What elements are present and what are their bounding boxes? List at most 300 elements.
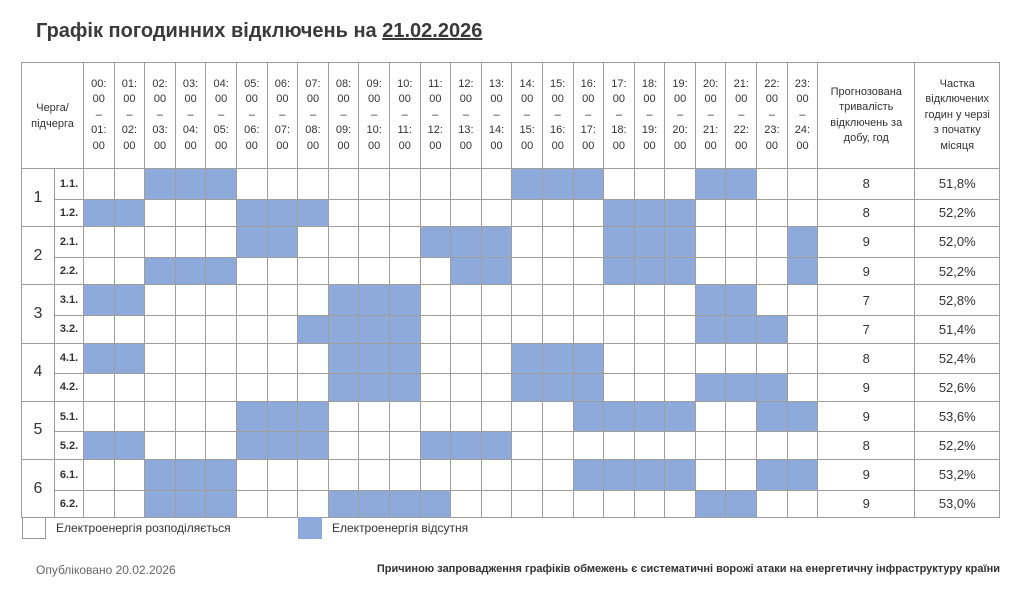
share-value: 53,0% (915, 490, 1000, 518)
hour-cell-outage (695, 315, 726, 343)
hour-header-part: 00 (153, 93, 167, 106)
duration-value: 9 (818, 490, 915, 518)
hour-header (512, 63, 543, 169)
share-value: 52,4% (915, 343, 1000, 374)
hour-header-part: 22: (733, 124, 749, 137)
share-value: 51,4% (915, 315, 1000, 343)
hour-cell-power (236, 490, 267, 518)
hour-cell-power (695, 343, 726, 374)
hour-header-part: 23: (794, 77, 811, 90)
hour-cell-outage (726, 374, 757, 402)
hour-cell-outage (634, 401, 665, 432)
table-row (22, 199, 1000, 227)
hour-header-part: 21: (703, 124, 719, 137)
hour-header-part: 19: (641, 124, 658, 137)
hour-cell-outage (695, 490, 726, 518)
hour-cell-power (298, 227, 329, 258)
hour-header (542, 63, 573, 169)
hour-cell-outage (573, 343, 604, 374)
hour-cell-power (634, 343, 665, 374)
duration-value: 8 (818, 432, 915, 460)
duration-header-line: добу, год (843, 132, 889, 144)
published-date: Опубліковано 20.02.2026 (36, 563, 176, 577)
hour-header-part: – (95, 108, 102, 121)
hour-cell-power (420, 199, 451, 227)
hour-cell-outage (114, 343, 145, 374)
hour-cell-power (787, 169, 818, 200)
hour-header-part: 22: (764, 77, 780, 90)
hour-cell-power (451, 343, 482, 374)
hour-cell-power (175, 199, 206, 227)
hour-header-part: 00 (765, 139, 778, 152)
hour-cell-power (359, 169, 390, 200)
hour-cell-power (604, 490, 635, 518)
hour-cell-power (481, 285, 512, 316)
hour-header-part: 05: (244, 77, 260, 90)
hour-cell-outage (726, 315, 757, 343)
footer-reason: Причиною запровадження графіків обмежень є систематичні ворожі атаки на енергетичну інфраструктуру країни (376, 563, 1000, 575)
hour-cell-power (328, 227, 359, 258)
hour-cell-power (726, 227, 757, 258)
hour-header-part: 00 (673, 139, 687, 152)
hour-cell-outage (451, 432, 482, 460)
hour-cell-power (84, 169, 115, 200)
hour-cell-outage (542, 374, 573, 402)
hour-cell-power (420, 459, 451, 490)
hour-header-part: 12: (427, 124, 443, 137)
hour-cell-outage (787, 459, 818, 490)
hour-cell-outage (573, 459, 604, 490)
hour-header-part: 00 (765, 93, 778, 106)
hour-header-part: 00 (123, 139, 136, 152)
hour-cell-outage (298, 401, 329, 432)
hour-cell-power (542, 490, 573, 518)
hour-header-part: 00 (582, 93, 595, 106)
hour-header-part: – (493, 108, 500, 121)
table-row (22, 315, 1000, 343)
share-header (915, 63, 1000, 169)
table-row (22, 374, 1000, 402)
hour-header (634, 63, 665, 169)
hour-header-part: 06: (244, 124, 260, 137)
hour-header-part: – (126, 108, 133, 121)
duration-value: 7 (818, 285, 915, 316)
hour-cell-outage (298, 199, 329, 227)
hour-header-part: 09: (366, 77, 382, 90)
hour-header-part: – (768, 108, 775, 121)
hour-cell-outage (298, 432, 329, 460)
hour-cell-power (481, 343, 512, 374)
hour-cell-outage (573, 374, 604, 402)
hour-cell-power (634, 374, 665, 402)
hour-header (298, 63, 329, 169)
hour-cell-power (145, 343, 176, 374)
hour-header-part: 00 (643, 139, 656, 152)
hour-header (481, 63, 512, 169)
hour-header-part: – (462, 108, 469, 121)
hour-cell-outage (328, 374, 359, 402)
hour-cell-outage (84, 199, 115, 227)
hour-cell-power (359, 257, 390, 285)
hour-cell-power (175, 285, 206, 316)
duration-value: 8 (818, 343, 915, 374)
hour-header-part: 00 (123, 93, 136, 106)
hour-header (573, 63, 604, 169)
hour-cell-power (665, 374, 696, 402)
hour-cell-power (481, 490, 512, 518)
share-header-line: Частка (939, 77, 975, 90)
hour-cell-power (206, 227, 237, 258)
hour-header-part: 00 (215, 139, 228, 152)
hour-cell-outage (451, 227, 482, 258)
hour-cell-power (665, 343, 696, 374)
queue-number: 2 (22, 227, 55, 285)
hour-cell-outage (512, 374, 543, 402)
hour-header-part: 00 (796, 93, 809, 106)
hour-header-part: 00 (92, 93, 105, 106)
hour-cell-outage (145, 257, 176, 285)
hour-cell-outage (634, 227, 665, 258)
hour-cell-outage (236, 199, 267, 227)
hour-cell-outage (206, 257, 237, 285)
hour-cell-power (114, 315, 145, 343)
table-row (22, 169, 1000, 200)
hour-cell-power (512, 227, 543, 258)
hour-header (359, 63, 390, 169)
hour-cell-outage (175, 257, 206, 285)
hour-cell-outage (267, 401, 298, 432)
hour-cell-power (84, 490, 115, 518)
hour-cell-power (634, 432, 665, 460)
hour-cell-outage (114, 199, 145, 227)
hour-cell-power (328, 257, 359, 285)
hour-cell-power (359, 199, 390, 227)
hour-header-part: 00 (368, 139, 381, 152)
hour-cell-power (512, 257, 543, 285)
hour-cell-power (695, 227, 726, 258)
hour-cell-power (236, 315, 267, 343)
hour-cell-power (145, 199, 176, 227)
hour-header-part: 00 (306, 139, 320, 152)
hour-cell-outage (328, 343, 359, 374)
hour-header-part: – (738, 108, 745, 121)
duration-value: 9 (818, 257, 915, 285)
hour-header-part: 16: (550, 124, 566, 137)
hour-cell-outage (328, 285, 359, 316)
hour-cell-power (787, 315, 818, 343)
subqueue-label: 3.1. (55, 285, 84, 316)
hour-header-part: 00 (704, 93, 717, 106)
hour-header-part: 14: (519, 77, 535, 90)
hour-cell-power (512, 199, 543, 227)
hour-cell-power (175, 227, 206, 258)
hour-cell-outage (481, 432, 512, 460)
hour-header (175, 63, 206, 169)
hour-cell-power (389, 401, 420, 432)
table-row (22, 257, 1000, 285)
hour-cell-outage (512, 343, 543, 374)
hour-cell-outage (206, 459, 237, 490)
hour-header-part: 20: (703, 77, 719, 90)
hour-header-part: 00 (429, 139, 442, 152)
queue-number: 6 (22, 459, 55, 517)
hour-cell-power (604, 343, 635, 374)
hour-cell-power (604, 374, 635, 402)
hour-cell-outage (267, 199, 298, 227)
hour-cell-outage (389, 285, 420, 316)
share-header-line: відключених (925, 93, 990, 106)
hour-cell-outage (236, 432, 267, 460)
hour-cell-power (665, 169, 696, 200)
hour-header-part: 00 (153, 139, 167, 152)
hour-header-part: 01: (91, 124, 107, 137)
hour-header-part: 00 (429, 93, 442, 106)
hour-cell-outage (787, 227, 818, 258)
hour-cell-power (665, 285, 696, 316)
queue-header-line: Черга/ (36, 101, 69, 114)
hour-header-part: 10: (366, 124, 382, 137)
hour-cell-outage (359, 315, 390, 343)
hour-cell-power (787, 432, 818, 460)
hour-cell-outage (206, 169, 237, 200)
hour-cell-outage (787, 401, 818, 432)
hour-cell-outage (236, 227, 267, 258)
hour-cell-power (175, 374, 206, 402)
hour-cell-power (267, 257, 298, 285)
hour-header-part: 18: (641, 77, 658, 90)
hour-cell-outage (359, 285, 390, 316)
hour-cell-power (114, 490, 145, 518)
legend-swatch-available (22, 517, 46, 539)
subqueue-label: 6.1. (55, 459, 84, 490)
hour-cell-power (267, 169, 298, 200)
hour-cell-outage (84, 432, 115, 460)
hour-cell-power (542, 257, 573, 285)
hour-cell-power (420, 257, 451, 285)
hour-header-part: 00 (398, 139, 411, 152)
hour-header-part: – (677, 108, 684, 121)
hour-cell-power (236, 169, 267, 200)
hour-header-part: – (585, 108, 592, 121)
hour-header-part: 00 (184, 139, 197, 152)
hour-cell-outage (757, 315, 788, 343)
subqueue-label: 5.1. (55, 401, 84, 432)
duration-header-line: тривалість (839, 101, 894, 113)
hour-header-part: 00 (582, 139, 595, 152)
hour-cell-outage (389, 374, 420, 402)
subqueue-label: 6.2. (55, 490, 84, 518)
hour-cell-power (114, 257, 145, 285)
hour-cell-outage (665, 401, 696, 432)
hour-header-part: 23: (764, 124, 780, 137)
hour-header-part: 07: (305, 77, 321, 90)
hour-cell-power (512, 490, 543, 518)
hour-cell-power (695, 401, 726, 432)
hour-cell-power (573, 315, 604, 343)
hour-cell-outage (604, 227, 635, 258)
table-row (22, 343, 1000, 374)
hour-header-part: 00 (796, 139, 809, 152)
hour-cell-power (726, 401, 757, 432)
hour-cell-outage (481, 257, 512, 285)
hour-header (451, 63, 482, 169)
hour-cell-power (206, 432, 237, 460)
hour-cell-power (206, 315, 237, 343)
hour-cell-power (604, 285, 635, 316)
hour-cell-power (206, 343, 237, 374)
subqueue-label: 4.2. (55, 374, 84, 402)
hour-cell-power (481, 169, 512, 200)
hour-cell-power (145, 432, 176, 460)
hour-cell-power (665, 432, 696, 460)
hour-header-part: – (524, 108, 531, 121)
table-row (22, 490, 1000, 518)
legend-available (22, 516, 231, 540)
hour-cell-outage (542, 343, 573, 374)
hour-cell-power (84, 459, 115, 490)
hour-cell-power (328, 199, 359, 227)
hour-cell-power (236, 257, 267, 285)
hour-cell-outage (787, 257, 818, 285)
hour-cell-outage (84, 285, 115, 316)
hour-cell-power (236, 459, 267, 490)
hour-cell-power (542, 227, 573, 258)
hour-cell-power (481, 374, 512, 402)
hour-cell-power (84, 257, 115, 285)
hour-cell-outage (604, 459, 635, 490)
share-value: 52,2% (915, 199, 1000, 227)
hour-cell-outage (114, 432, 145, 460)
hour-cell-power (206, 374, 237, 402)
hour-cell-outage (359, 490, 390, 518)
hour-cell-power (787, 374, 818, 402)
hour-header-part: 04: (182, 124, 199, 137)
hour-cell-power (787, 343, 818, 374)
hour-cell-outage (542, 169, 573, 200)
hour-cell-power (420, 374, 451, 402)
hour-cell-power (512, 285, 543, 316)
hour-cell-power (726, 257, 757, 285)
hour-cell-power (757, 432, 788, 460)
hour-cell-power (573, 490, 604, 518)
subqueue-label: 2.2. (55, 257, 84, 285)
hour-cell-outage (420, 490, 451, 518)
hour-cell-power (757, 285, 788, 316)
hour-header-part: – (218, 108, 225, 121)
hour-header (604, 63, 635, 169)
duration-value: 8 (818, 199, 915, 227)
hour-cell-outage (298, 315, 329, 343)
hour-cell-outage (665, 257, 696, 285)
hour-header-part: 00 (490, 139, 503, 152)
hour-cell-outage (726, 285, 757, 316)
legend-label-available: Електроенергія розподіляється (56, 521, 231, 535)
hour-cell-power (328, 401, 359, 432)
hour-cell-outage (175, 459, 206, 490)
hour-cell-outage (634, 199, 665, 227)
hour-cell-outage (665, 459, 696, 490)
hour-header-part: 17: (611, 77, 627, 90)
hour-cell-power (787, 490, 818, 518)
share-header-line: з початку (933, 124, 981, 137)
hour-cell-power (145, 374, 176, 402)
hour-cell-power (328, 459, 359, 490)
hour-cell-power (512, 459, 543, 490)
share-value: 53,6% (915, 401, 1000, 432)
hour-cell-power (267, 343, 298, 374)
hour-cell-power (389, 227, 420, 258)
hour-cell-power (267, 315, 298, 343)
hour-header-part: 00 (643, 93, 656, 106)
hour-cell-outage (145, 459, 176, 490)
duration-value: 9 (818, 459, 915, 490)
hour-header-part: 16: (580, 77, 596, 90)
hour-cell-power (420, 401, 451, 432)
hour-cell-power (328, 169, 359, 200)
hour-cell-outage (389, 315, 420, 343)
duration-value: 9 (818, 401, 915, 432)
hour-cell-power (114, 227, 145, 258)
hour-header-part: – (401, 108, 408, 121)
hour-cell-power (359, 459, 390, 490)
hour-cell-power (420, 315, 451, 343)
hour-cell-power (512, 315, 543, 343)
hour-header-part: – (554, 108, 561, 121)
hour-cell-power (206, 199, 237, 227)
share-value: 51,8% (915, 169, 1000, 200)
hour-cell-outage (175, 169, 206, 200)
hour-cell-outage (389, 490, 420, 518)
hour-cell-power (451, 490, 482, 518)
hour-header-part: 00: (91, 77, 107, 90)
hour-header-part: 15: (550, 77, 566, 90)
hour-cell-power (84, 374, 115, 402)
subqueue-label: 3.2. (55, 315, 84, 343)
hour-header-part: 14: (488, 124, 505, 137)
hour-cell-power (481, 401, 512, 432)
hour-header-part: 24: (794, 124, 811, 137)
hour-cell-outage (634, 257, 665, 285)
legend-absent (298, 516, 468, 540)
hour-cell-power (726, 343, 757, 374)
title-text: Графік погодинних відключень на (36, 20, 383, 42)
table-header-row (22, 63, 1000, 169)
hour-cell-power (145, 401, 176, 432)
duration-value: 9 (818, 374, 915, 402)
hour-header (267, 63, 298, 169)
hour-cell-power (757, 343, 788, 374)
hour-cell-power (573, 432, 604, 460)
hour-cell-power (634, 169, 665, 200)
hour-cell-power (267, 490, 298, 518)
hour-header-part: – (279, 108, 286, 121)
table-row (22, 285, 1000, 316)
hour-header-part: 02: (121, 124, 138, 137)
hour-cell-power (298, 285, 329, 316)
hour-cell-power (206, 285, 237, 316)
hour-header-part: 03: (152, 124, 168, 137)
table-row (22, 459, 1000, 490)
hour-cell-power (114, 459, 145, 490)
hour-cell-outage (634, 459, 665, 490)
hour-cell-outage (573, 401, 604, 432)
hour-cell-power (726, 432, 757, 460)
hour-cell-power (359, 401, 390, 432)
hour-cell-power (298, 374, 329, 402)
hour-header (695, 63, 726, 169)
hour-header-part: – (432, 108, 439, 121)
hour-header-part: 00 (612, 93, 626, 106)
